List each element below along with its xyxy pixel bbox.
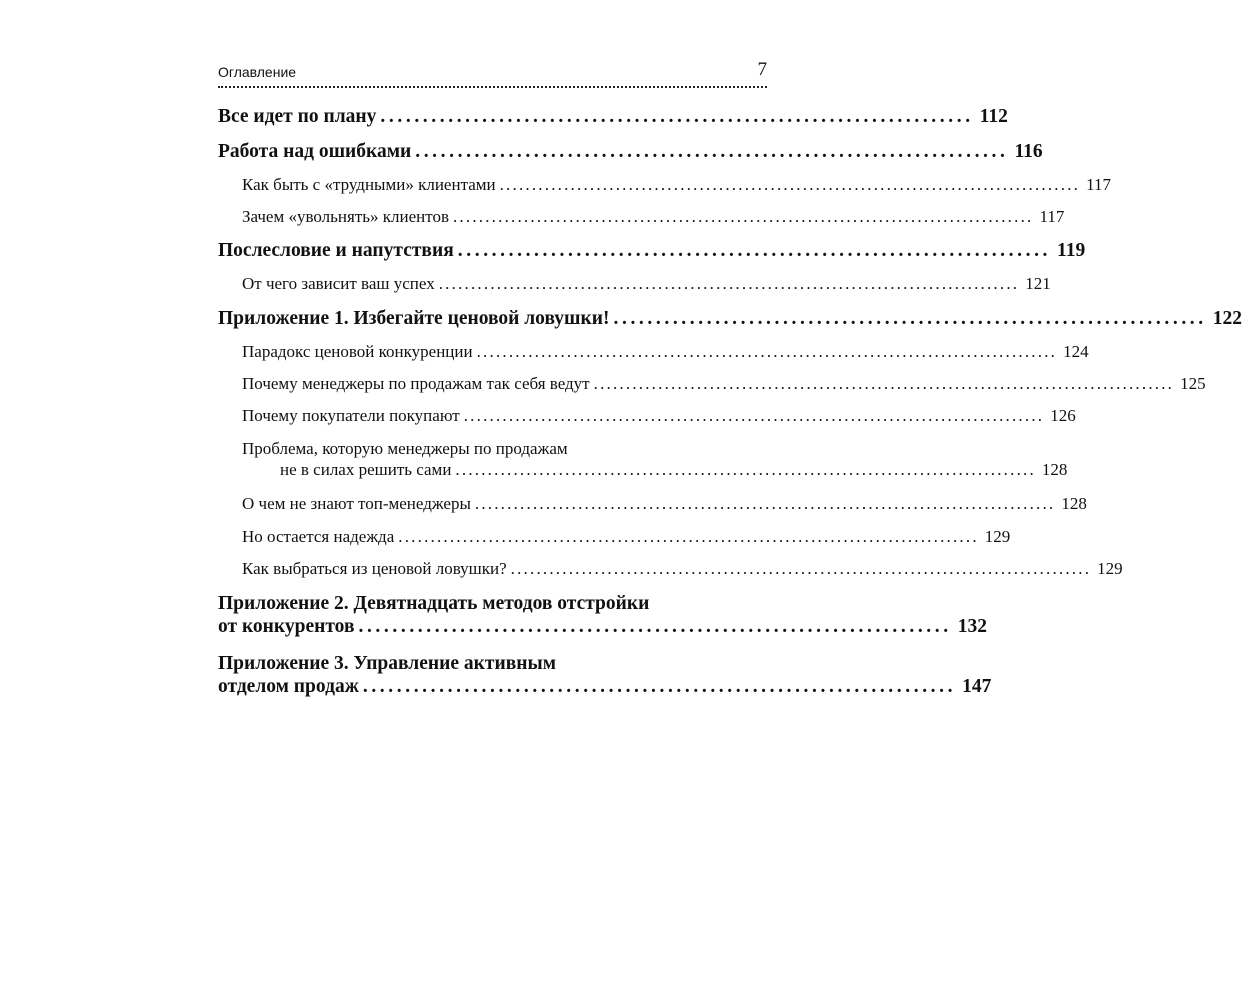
toc-entry-page: 132	[957, 616, 987, 637]
toc-entry-page: 129	[984, 527, 1011, 546]
header-page-number: 7	[757, 59, 767, 80]
toc-entry-title: Как выбраться из ценовой ловушки?	[242, 559, 507, 578]
toc-subentry	[242, 527, 1011, 547]
toc-entry	[218, 106, 1008, 128]
header-section-title: Оглавление	[218, 64, 297, 80]
toc-subentry	[242, 494, 1087, 514]
toc-entry-title: отделом продаж	[218, 676, 359, 697]
dot-leader: ..........................................................................................	[438, 274, 1020, 293]
dot-leader: ..........................................................................................	[455, 460, 1036, 479]
toc-entry-title: Но остается надежда	[242, 527, 395, 546]
toc-entry-title: Почему покупатели покупают	[242, 406, 460, 425]
dot-leader: ..........................................................................................	[593, 374, 1175, 393]
toc-entry-page: 147	[962, 676, 992, 697]
toc-entry-page: 119	[1057, 240, 1086, 261]
dot-leader: ......................................................................	[380, 106, 974, 127]
toc-entry-page: 126	[1050, 406, 1076, 425]
toc-entry-page: 116	[1014, 141, 1043, 162]
toc-entry	[218, 240, 1086, 262]
dot-leader: ..........................................................................................	[463, 406, 1045, 425]
toc-subentry	[242, 342, 1089, 362]
dot-leader: ..........................................................................................	[452, 207, 1034, 226]
toc-entry-title: от конкурентов	[218, 616, 355, 637]
toc-entry	[218, 593, 987, 638]
toc-entry-page: 128	[1061, 494, 1087, 513]
dot-leader: ......................................................................	[358, 616, 952, 637]
dot-leader: ..........................................................................................	[474, 494, 1056, 513]
toc-entry-title-line1: Приложение 3. Управление активным	[218, 653, 556, 674]
running-header	[218, 56, 767, 88]
toc-entry	[218, 141, 1043, 163]
toc-subentry	[242, 406, 1076, 426]
toc-subentry	[242, 175, 1111, 195]
toc-entry-title: От чего зависит ваш успех	[242, 274, 435, 293]
toc-subentry	[242, 439, 1068, 480]
toc-entry-page: 112	[979, 106, 1008, 127]
toc-entry-title: Зачем «увольнять» клиентов	[242, 207, 449, 226]
toc-subentry	[242, 207, 1065, 227]
toc-entry-page: 128	[1041, 460, 1068, 479]
dot-leader: ..........................................................................................	[476, 342, 1058, 361]
toc-entry-title: Почему менеджеры по продажам так себя ведут	[242, 374, 590, 393]
toc-entry-page: 117	[1086, 175, 1111, 194]
toc-entry	[218, 653, 992, 698]
toc-entry-title: не в силах решить сами	[280, 460, 452, 479]
toc-entry-title: Приложение 1. Избегайте ценовой ловушки!	[218, 308, 610, 329]
dot-leader: ..........................................................................................	[398, 527, 979, 546]
toc-entry-page: 129	[1097, 559, 1123, 578]
toc-entry-page: 125	[1180, 374, 1206, 393]
dot-leader: ..........................................................................................	[510, 559, 1092, 578]
toc-entry-title: О чем не знают топ-менеджеры	[242, 494, 471, 513]
toc-subentry	[242, 274, 1051, 294]
dot-leader: ..........................................................................................	[499, 175, 1081, 194]
toc-entry-page: 117	[1039, 207, 1065, 226]
toc-entry-title: Послесловие и напутствия	[218, 240, 454, 261]
dot-leader: ......................................................................	[362, 676, 957, 697]
toc-entry-title-line1: Приложение 2. Девятнадцать методов отстройки	[218, 593, 650, 614]
toc-entry-title: Как быть с «трудными» клиентами	[242, 175, 496, 194]
dot-leader: ......................................................................	[415, 141, 1009, 162]
toc-entry	[218, 308, 1242, 330]
dot-leader: ......................................................................	[613, 308, 1207, 329]
dot-leader: ......................................................................	[457, 240, 1052, 261]
toc-entry-page: 124	[1063, 342, 1089, 361]
toc-subentry	[242, 374, 1206, 394]
toc-entry-title: Парадокс ценовой конкуренции	[242, 342, 473, 361]
toc-entry-page: 122	[1212, 308, 1242, 329]
toc-entry-title-line1: Проблема, которую менеджеры по продажам	[242, 439, 568, 458]
toc-entry-page: 121	[1025, 274, 1051, 293]
toc-entry-title: Работа над ошибками	[218, 141, 412, 162]
toc-entry-title: Все идет по плану	[218, 106, 377, 127]
toc-subentry	[242, 559, 1123, 579]
